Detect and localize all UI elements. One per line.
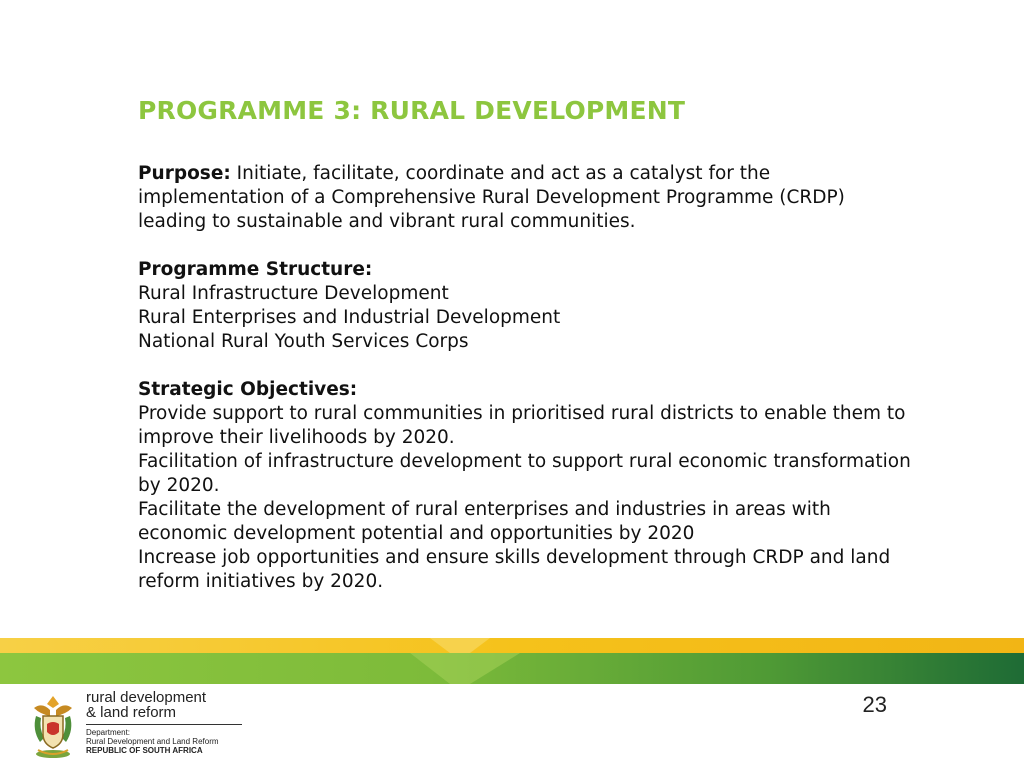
purpose-text: Initiate, facilitate, coordinate and act as a catalyst for the implementation of a Comprehensive Rural Development Programme (CRDP) leading to sustainable and vibrant rural communities. [138, 163, 845, 232]
footer-band [0, 638, 1024, 684]
objectives-heading: Strategic Objectives: [138, 379, 358, 400]
structure-item: National Rural Youth Services Corps [138, 331, 469, 352]
department-label: Department: [86, 728, 131, 737]
slide-title: PROGRAMME 3: RURAL DEVELOPMENT [138, 96, 686, 125]
structure-section [138, 258, 918, 354]
brand-divider [86, 724, 242, 725]
coat-of-arms-icon [28, 694, 78, 760]
band-yellow-stripe [0, 638, 1024, 653]
department-name: Rural Development and Land Reform [86, 737, 219, 746]
objective-item: Facilitate the development of rural enterprises and industries in areas with economic development potential and opportunities by 2020 [138, 499, 831, 544]
purpose-paragraph [138, 162, 918, 234]
objective-item: Increase job opportunities and ensure skills development through CRDP and land reform initiatives by 2020. [138, 547, 891, 592]
objectives-section [138, 378, 918, 594]
slide-body [138, 162, 918, 618]
objective-item: Facilitation of infrastructure development to support rural economic transformation by 2020. [138, 451, 911, 496]
structure-item: Rural Infrastructure Development [138, 283, 449, 304]
brand-text [86, 690, 242, 755]
purpose-label: Purpose: [138, 163, 231, 184]
brand-line-2: & land reform [86, 704, 177, 721]
page-number: 23 [862, 692, 887, 717]
department-logo [28, 690, 228, 762]
country-name: REPUBLIC OF SOUTH AFRICA [86, 746, 203, 755]
objective-item: Provide support to rural communities in prioritised rural districts to enable them to improve their livelihoods by 2020. [138, 403, 906, 448]
structure-heading: Programme Structure: [138, 259, 373, 280]
structure-item: Rural Enterprises and Industrial Development [138, 307, 561, 328]
brand-line-1: rural development [86, 689, 207, 706]
